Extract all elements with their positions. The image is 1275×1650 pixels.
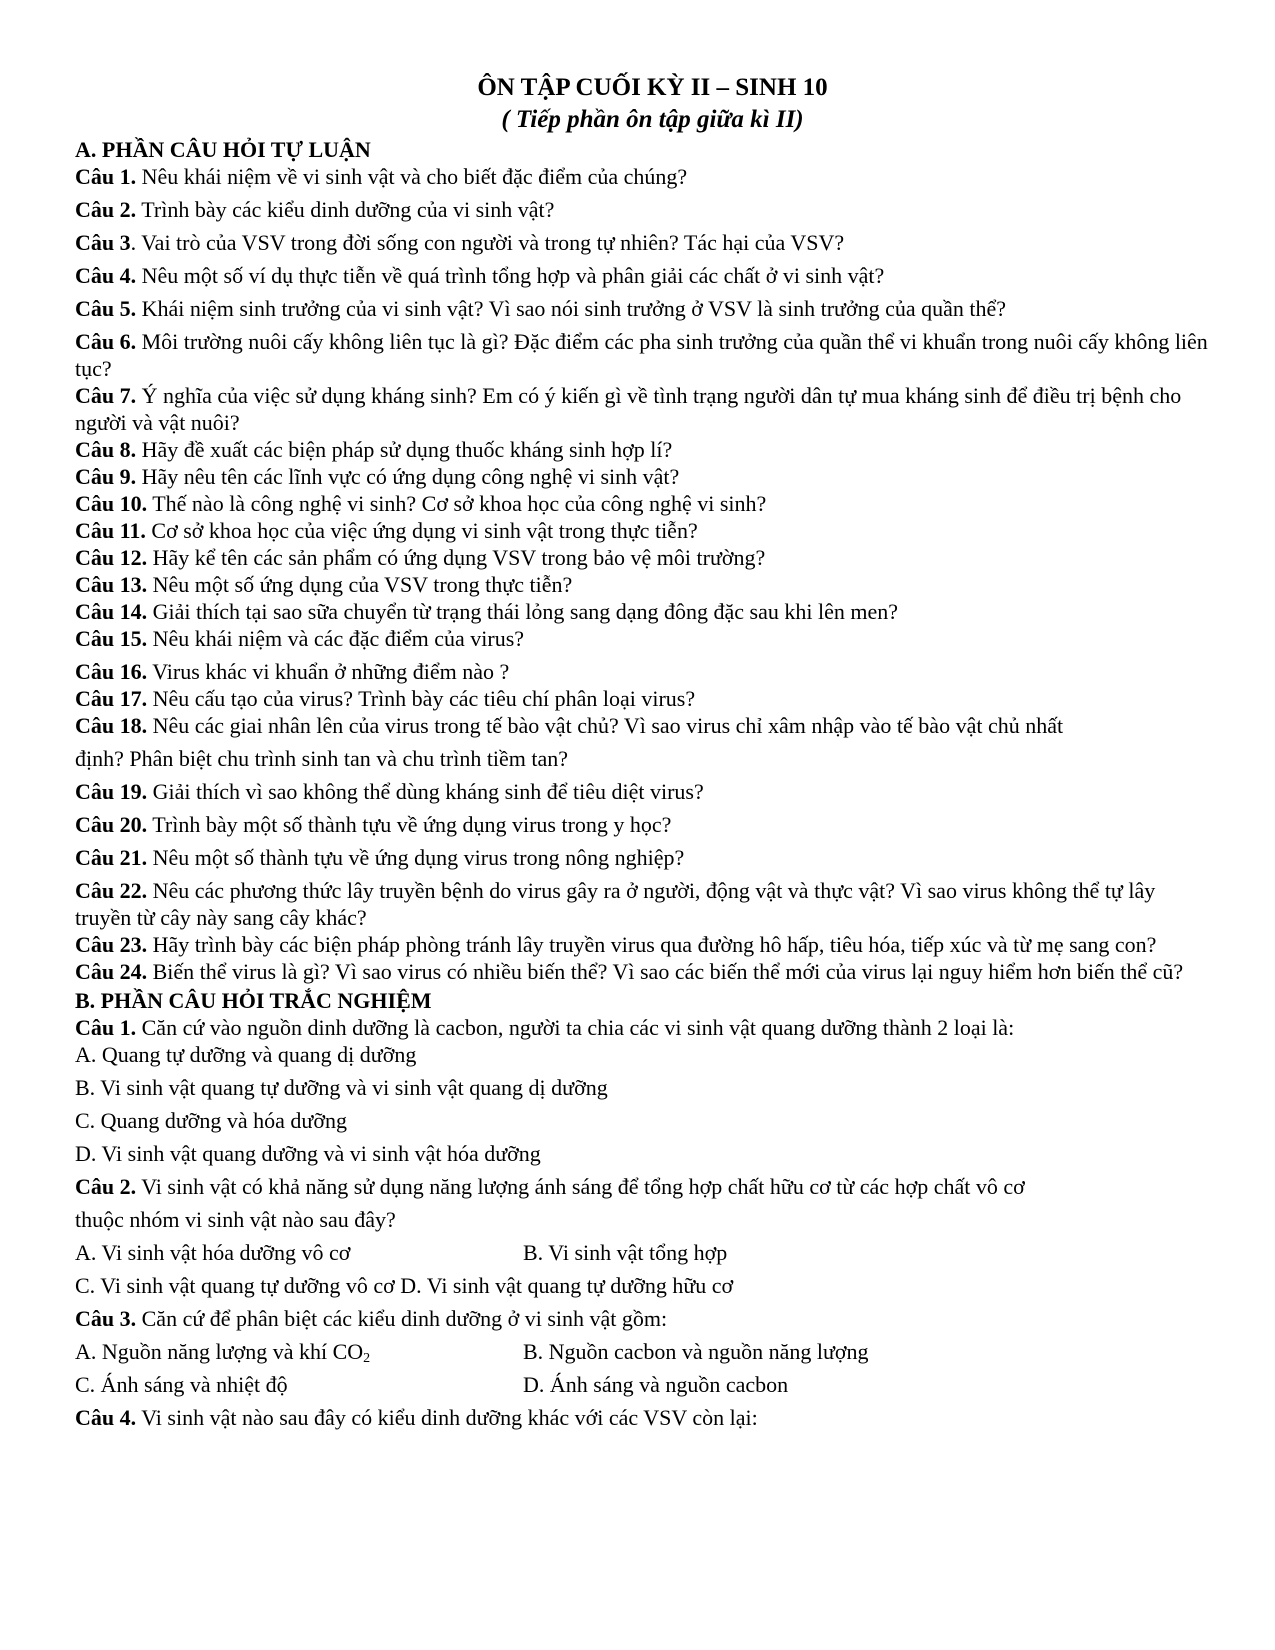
option-c: C. Ánh sáng và nhiệt độ bbox=[75, 1372, 288, 1397]
section-b-heading: B. PHẦN CÂU HỎI TRẮC NGHIỆM bbox=[75, 988, 432, 1013]
essay-question bbox=[75, 712, 1210, 739]
question-text: Nêu các phương thức lây truyền bệnh do virus gây ra ở người, động vật và thực vật? Vì sao virus không thể tự lây truyền từ cây này sang cây khác? bbox=[75, 878, 1156, 930]
question-text: Giải thích tại sao sữa chuyển từ trạng thái lỏng sang dạng đông đặc sau khi lên men? bbox=[147, 599, 899, 624]
question-number: Câu 3 bbox=[75, 230, 131, 255]
question-number: Câu 14. bbox=[75, 599, 148, 624]
essay-question bbox=[75, 328, 1210, 382]
question-number: Câu 10. bbox=[75, 491, 148, 516]
question-text: Vi sinh vật có khả năng sử dụng năng lượng ánh sáng để tổng hợp chất hữu cơ từ các hợp chất vô cơ bbox=[136, 1174, 1025, 1199]
question-text: Cơ sở khoa học của việc ứng dụng vi sinh vật trong thực tiễn? bbox=[145, 518, 698, 543]
page-title: ÔN TẬP CUỐI KỲ II – SINH 10 bbox=[477, 74, 828, 101]
question-text: Hãy trình bày các biện pháp phòng tránh lây truyền virus qua đường hô hấp, tiêu hóa, tiếp xúc và từ mẹ sang con? bbox=[147, 932, 1157, 957]
essay-question bbox=[75, 463, 1210, 490]
essay-question bbox=[75, 844, 1210, 871]
question-number: Câu 3. bbox=[75, 1306, 137, 1331]
question-number: Câu 11. bbox=[75, 518, 146, 543]
essay-question bbox=[75, 229, 1210, 256]
question-number: Câu 17. bbox=[75, 686, 148, 711]
essay-question bbox=[75, 778, 1210, 805]
option-d: D. Vi sinh vật quang dưỡng và vi sinh vật hóa dưỡng bbox=[75, 1141, 541, 1166]
question-text: Hãy đề xuất các biện pháp sử dụng thuốc kháng sinh hợp lí? bbox=[136, 437, 673, 462]
option-a: A. Quang tự dưỡng và quang dị dưỡng bbox=[75, 1042, 417, 1067]
question-text: Căn cứ để phân biệt các kiểu dinh dưỡng ở vi sinh vật gồm: bbox=[136, 1306, 668, 1331]
essay-question bbox=[75, 658, 1210, 685]
question-text: Nêu các giai nhân lên của virus trong tế bào vật chủ? Vì sao virus chỉ xâm nhập vào tế bào vật chủ nhất bbox=[147, 713, 1064, 738]
question-text: Hãy nêu tên các lĩnh vực có ứng dụng công nghệ vi sinh vật? bbox=[136, 464, 680, 489]
essay-question bbox=[75, 436, 1210, 463]
question-text: Giải thích vì sao không thể dùng kháng sinh để tiêu diệt virus? bbox=[147, 779, 704, 804]
option-row bbox=[75, 1371, 1210, 1398]
option-a-text: A. Nguồn năng lượng và khí CO bbox=[75, 1339, 364, 1364]
question-text: Virus khác vi khuẩn ở những điểm nào ? bbox=[147, 659, 510, 684]
essay-question bbox=[75, 163, 1210, 190]
question-text: Vi sinh vật nào sau đây có kiểu dinh dưỡng khác với các VSV còn lại: bbox=[136, 1405, 758, 1430]
question-number: Câu 4. bbox=[75, 1405, 137, 1430]
question-text: . Vai trò của VSV trong đời sống con người và trong tự nhiên? Tác hại của VSV? bbox=[130, 230, 845, 255]
question-number: Câu 19. bbox=[75, 779, 148, 804]
question-number: Câu 16. bbox=[75, 659, 148, 684]
question-text: định? Phân biệt chu trình sinh tan và chu trình tiềm tan? bbox=[75, 746, 569, 771]
essay-question bbox=[75, 745, 1210, 772]
essay-question bbox=[75, 295, 1210, 322]
question-number: Câu 21. bbox=[75, 845, 148, 870]
mcq-question-1 bbox=[75, 1014, 1210, 1041]
question-text: Khái niệm sinh trưởng của vi sinh vật? Vì sao nói sinh trưởng ở VSV là sinh trưởng của quần thể? bbox=[136, 296, 1007, 321]
essay-question bbox=[75, 958, 1210, 985]
option-row bbox=[75, 1338, 1210, 1365]
question-number: Câu 7. bbox=[75, 383, 137, 408]
essay-question bbox=[75, 382, 1210, 436]
question-number: Câu 2. bbox=[75, 1174, 137, 1199]
question-text: Nêu khái niệm và các đặc điểm của virus? bbox=[147, 626, 525, 651]
question-text: Nêu một số ví dụ thực tiễn về quá trình tổng hợp và phân giải các chất ở vi sinh vật? bbox=[136, 263, 885, 288]
essay-question bbox=[75, 196, 1210, 223]
option-c-d: C. Vi sinh vật quang tự dưỡng vô cơ D. Vi sinh vật quang tự dưỡng hữu cơ bbox=[75, 1273, 734, 1298]
option-b: B. Vi sinh vật quang tự dưỡng và vi sinh vật quang dị dưỡng bbox=[75, 1075, 608, 1100]
option-row bbox=[75, 1239, 1210, 1266]
document-page bbox=[75, 72, 1210, 1431]
essay-question bbox=[75, 517, 1210, 544]
question-number: Câu 9. bbox=[75, 464, 137, 489]
mcq-question-3 bbox=[75, 1305, 1210, 1332]
essay-question bbox=[75, 625, 1210, 652]
option-b: B. Vi sinh vật tổng hợp bbox=[523, 1240, 728, 1265]
question-number: Câu 22. bbox=[75, 878, 148, 903]
question-text: Trình bày các kiểu dinh dưỡng của vi sinh vật? bbox=[136, 197, 555, 222]
option-c: C. Quang dưỡng và hóa dưỡng bbox=[75, 1108, 347, 1133]
essay-question bbox=[75, 490, 1210, 517]
section-a-heading: A. PHẦN CÂU HỎI TỰ LUẬN bbox=[75, 137, 371, 162]
question-text: Nêu một số thành tựu về ứng dụng virus trong nông nghiệp? bbox=[147, 845, 685, 870]
question-text: Ý nghĩa của việc sử dụng kháng sinh? Em có ý kiến gì về tình trạng người dân tự mua kháng sinh để điều trị bệnh cho người và vật nuôi? bbox=[75, 383, 1182, 435]
question-number: Câu 23. bbox=[75, 932, 148, 957]
option-a bbox=[75, 1338, 523, 1365]
essay-question bbox=[75, 931, 1210, 958]
question-number: Câu 4. bbox=[75, 263, 137, 288]
question-text-continued: thuộc nhóm vi sinh vật nào sau đây? bbox=[75, 1207, 396, 1232]
question-text: Nêu một số ứng dụng của VSV trong thực tiễn? bbox=[147, 572, 573, 597]
question-number: Câu 24. bbox=[75, 959, 148, 984]
essay-question bbox=[75, 685, 1210, 712]
question-number: Câu 2. bbox=[75, 197, 137, 222]
mcq-question-2 bbox=[75, 1173, 1210, 1200]
question-text: Nêu cấu tạo của virus? Trình bày các tiêu chí phân loại virus? bbox=[147, 686, 696, 711]
question-number: Câu 6. bbox=[75, 329, 137, 354]
question-text: Thế nào là công nghệ vi sinh? Cơ sở khoa học của công nghệ vi sinh? bbox=[147, 491, 767, 516]
question-text: Biến thể virus là gì? Vì sao virus có nhiều biến thể? Vì sao các biến thể mới của virus lại nguy hiểm hơn biến thể cũ? bbox=[147, 959, 1184, 984]
option-d: D. Ánh sáng và nguồn cacbon bbox=[523, 1372, 789, 1397]
subscript: 2 bbox=[363, 1351, 371, 1366]
question-number: Câu 1. bbox=[75, 164, 137, 189]
essay-question bbox=[75, 811, 1210, 838]
essay-question bbox=[75, 262, 1210, 289]
question-text: Môi trường nuôi cấy không liên tục là gì? Đặc điểm các pha sinh trưởng của quần thể vi khuẩn trong nuôi cấy không liên tục? bbox=[75, 329, 1208, 381]
option-b: B. Nguồn cacbon và nguồn năng lượng bbox=[523, 1339, 869, 1364]
question-number: Câu 20. bbox=[75, 812, 148, 837]
question-text: Nêu khái niệm về vi sinh vật và cho biết đặc điểm của chúng? bbox=[136, 164, 688, 189]
question-number: Câu 18. bbox=[75, 713, 148, 738]
question-text: Căn cứ vào nguồn dinh dưỡng là cacbon, người ta chia các vi sinh vật quang dưỡng thành 2 loại là: bbox=[136, 1015, 1015, 1040]
question-number: Câu 1. bbox=[75, 1015, 137, 1040]
question-number: Câu 12. bbox=[75, 545, 148, 570]
essay-question bbox=[75, 571, 1210, 598]
option-a: A. Vi sinh vật hóa dưỡng vô cơ bbox=[75, 1240, 351, 1265]
question-number: Câu 5. bbox=[75, 296, 137, 321]
essay-question-list bbox=[75, 163, 1210, 985]
essay-question bbox=[75, 877, 1210, 931]
question-number: Câu 8. bbox=[75, 437, 137, 462]
page-subtitle: ( Tiếp phần ôn tập giữa kì II) bbox=[501, 106, 804, 133]
essay-question bbox=[75, 598, 1210, 625]
question-number: Câu 15. bbox=[75, 626, 148, 651]
mcq-question-4 bbox=[75, 1404, 1210, 1431]
essay-question bbox=[75, 544, 1210, 571]
question-number: Câu 13. bbox=[75, 572, 148, 597]
question-text: Trình bày một số thành tựu về ứng dụng virus trong y học? bbox=[147, 812, 672, 837]
question-text: Hãy kể tên các sản phẩm có ứng dụng VSV trong bảo vệ môi trường? bbox=[147, 545, 766, 570]
